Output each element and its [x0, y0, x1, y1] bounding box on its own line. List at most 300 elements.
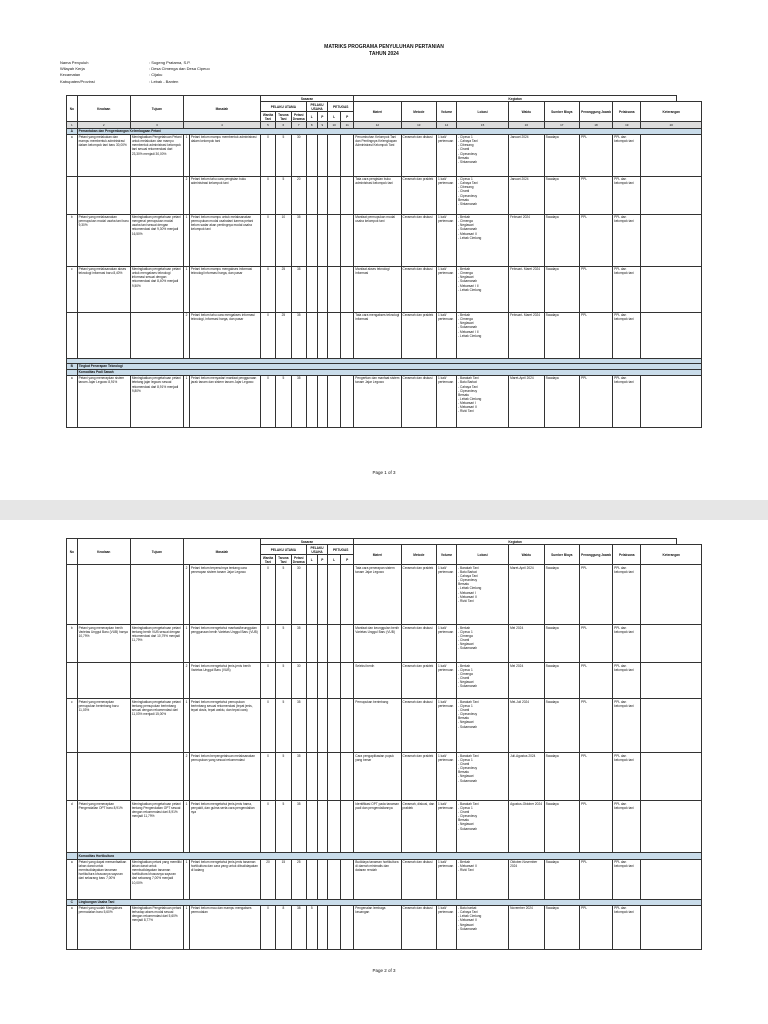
- lokasi-item: - Sukamanah: [458, 684, 478, 689]
- header-keadaan: Keadaan: [77, 539, 130, 565]
- materi-cell: Pengertian dan manfaat sistem tanam Jajar Legowo: [354, 375, 401, 427]
- lokasi-item: - Ciranti: [458, 762, 470, 767]
- keterangan-cell: [641, 905, 702, 949]
- sumber-biaya-cell: Swadaya: [544, 905, 579, 949]
- keadaan-cell: [77, 565, 130, 625]
- waktu-cell: Februari 2024: [509, 214, 544, 266]
- volume-cell: 1 kali/ pertemuan: [437, 134, 457, 176]
- row-no: a: [67, 859, 78, 899]
- pelaksana-cell: PPL dan kelompok tani: [613, 214, 641, 266]
- lokasi-item: - Cipeundeuy: [458, 388, 478, 393]
- tujuan-cell: Meningkatkan pengetahuan petani tetntang jajar legowo sesuai rekomendasi dari 8,91% menjadi 9,80%: [130, 375, 183, 427]
- column-number: 16: [509, 122, 544, 128]
- tujuan-cell: Meningkatkan pengetahuan petani mengenai pemupukan modal usaha tani sesuai dengan rekomendasi dari 9,30% menjadi 16,50%: [130, 214, 183, 266]
- lokasi-item: - Cimenga: [458, 271, 473, 276]
- petugas-p: [341, 699, 354, 753]
- header-petani-dewasa: Petani Dewasa: [292, 555, 305, 564]
- penanggung-jawab-cell: PPL: [580, 625, 613, 663]
- taruna-tani-count: 25: [276, 312, 291, 358]
- waktu-cell: Januari 2024: [509, 134, 544, 176]
- wanita-tani-count: 20: [260, 859, 275, 899]
- petugas-l: [328, 266, 341, 312]
- lokasi-cell: [457, 214, 509, 266]
- row-no: [67, 753, 78, 801]
- wanita-tani-count: 0: [260, 134, 275, 176]
- keadaan-cell: Petani yang menerapkan sistem tanam Jajar Legowo 8,91%: [77, 375, 130, 427]
- waktu-cell: Januari 2024: [509, 176, 544, 214]
- header-p2: P: [341, 555, 354, 565]
- petugas-l: [328, 859, 341, 899]
- masalah-cell: Petani belum mau dan mampu mengakses permodalan: [189, 905, 260, 949]
- keterangan-cell: [641, 663, 702, 699]
- lokasi-item: - Cipeuo 1: [458, 177, 473, 182]
- lokasi-item: - Barakah Tani: [458, 699, 479, 704]
- header-pelaksana: Pelaksana: [613, 545, 641, 565]
- tujuan-cell: Meningkatkan Pengetahuan petani terhadap akses modal sesuai dengan rekomendasi dari 5,60% menjadi 8,77%: [130, 905, 183, 949]
- volume-cell: 1 kali/ pertemuan: [437, 905, 457, 949]
- masalah-cell: Petani belum mengetahui jenis-jenis hama, penyakit, dan gulma serta cara pengendalian nya: [189, 801, 260, 853]
- taruna-tani-count: 5: [276, 663, 291, 699]
- lokasi-item: - Sukamanah: [458, 778, 478, 783]
- lokasi-item: - Mekarsari I: [458, 590, 476, 595]
- keterangan-cell: [641, 699, 702, 753]
- lokasi-item: - Berkah: [458, 313, 471, 318]
- row-no: a: [67, 375, 78, 427]
- row-no: [67, 663, 78, 699]
- row-no: [67, 565, 78, 625]
- lokasi-item: - Berkah: [458, 625, 471, 630]
- sumber-biaya-cell: Swadaya: [544, 266, 579, 312]
- lokasi-cell: [457, 312, 509, 358]
- lokasi-cell: [457, 663, 509, 699]
- header-petugas: PETUGAS: [328, 102, 354, 112]
- column-number: 15: [457, 122, 509, 128]
- lokasi-cell: [457, 699, 509, 753]
- taruna-tani-count: 10: [276, 214, 291, 266]
- petani-dewasa-count: 35: [291, 753, 306, 801]
- column-number: 5: [260, 122, 275, 128]
- masalah-number: 1: [184, 266, 190, 312]
- pelaku-usaha-p: [317, 753, 328, 801]
- header-pj: Penanggung Jawab: [580, 102, 613, 122]
- header-p1: P: [317, 112, 328, 122]
- lokasi-item: - Cipeundeuy: [458, 766, 478, 771]
- volume-cell: 1 kali/ pertemuan: [437, 565, 457, 625]
- petani-dewasa-count: 38: [291, 905, 306, 949]
- lokasi-item: - Batu Barkat: [458, 380, 477, 385]
- keadaan-cell: Petani yang menerapkan Pengendalian OPT baru 8,91%: [77, 801, 130, 853]
- metode-cell: Ceramah dan diskusi: [401, 859, 436, 899]
- pelaku-usaha-p: [317, 176, 328, 214]
- header-keterangan: Keterangan: [641, 102, 702, 122]
- volume-cell: 1 kali/ pertemuan: [437, 753, 457, 801]
- lokasi-item: - Rizki Tani: [458, 598, 474, 603]
- header-taruna-tani: Taruna Tani: [276, 555, 291, 565]
- petani-dewasa-count: 30: [291, 663, 306, 699]
- row-no: b: [67, 625, 78, 663]
- tujuan-cell: [130, 753, 183, 801]
- wanita-tani-count: 0: [260, 905, 275, 949]
- lokasi-cell: [457, 565, 509, 625]
- header-metode: Metode: [401, 102, 436, 122]
- lokasi-item: - Barakah Tani: [458, 376, 479, 381]
- header-pelaku-utama: PELAKU UTAMA: [260, 545, 306, 555]
- petugas-l: [328, 905, 341, 949]
- pelaku-usaha-l: [306, 266, 317, 312]
- petugas-l: [328, 663, 341, 699]
- lokasi-item: - Cipeuo 1: [458, 704, 473, 709]
- keterangan-cell: [641, 214, 702, 266]
- header-l2: L: [328, 555, 341, 565]
- keterangan-cell: [641, 134, 702, 176]
- lokasi-item: Bersatu: [458, 582, 470, 587]
- lokasi-cell: [457, 266, 509, 312]
- masalah-cell: Petani belum terpenuhnya tentang cara penerapan sistem tanam Jajar Legowo: [189, 565, 260, 625]
- tujuan-cell: Meningkatkan pengetahuan petani tentang pemupukan berimbang sesuai dengan rekomendasi dari 11,03% menjadi 15,00%: [130, 699, 183, 753]
- pelaksana-cell: PPL dan kelompok tani: [613, 625, 641, 663]
- pelaku-usaha-l: [306, 134, 317, 176]
- petani-dewasa-count: 35: [291, 214, 306, 266]
- petugas-p: [341, 375, 354, 427]
- row-no: c: [67, 266, 78, 312]
- lokasi-item: - Cahaya Tani: [458, 181, 478, 186]
- lokasi-item: - Barakah Tani: [458, 753, 479, 758]
- sumber-biaya-cell: Swadaya: [544, 663, 579, 699]
- materi-cell: Manfaat akses teknologi informasi: [354, 266, 401, 312]
- petugas-p: [341, 663, 354, 699]
- lokasi-item: - Sukamanah: [458, 724, 478, 729]
- header-p1: P: [317, 555, 328, 565]
- taruna-tani-count: 5: [276, 176, 291, 214]
- header-l1: L: [306, 112, 317, 122]
- keterangan-cell: [641, 266, 702, 312]
- column-number: 10: [328, 122, 341, 128]
- sumber-biaya-cell: Swadaya: [544, 699, 579, 753]
- row-no: [67, 312, 78, 358]
- lokasi-item: - Sukamanah: [458, 926, 478, 931]
- column-number: 9: [317, 122, 328, 128]
- tujuan-cell: Meningkatkan pengetahuan petani tentang Pengendalian OPT sesuai dengan rekomendasi dari 8,91% menjadi 11,79%: [130, 801, 183, 853]
- volume-cell: 1 kali/ pertemuan: [437, 801, 457, 853]
- pelaku-usaha-p: [317, 801, 328, 853]
- taruna-tani-count: 5: [276, 801, 291, 853]
- keterangan-cell: [641, 801, 702, 853]
- lokasi-item: - Cipeuo 1: [458, 630, 473, 635]
- lokasi-item: - Rizki Tani: [458, 409, 474, 414]
- volume-cell: 1 kali/ pertemuan: [437, 859, 457, 899]
- header-keterangan: Keterangan: [641, 545, 702, 565]
- pelaku-usaha-l: 5: [306, 905, 317, 949]
- petani-dewasa-count: 35: [291, 699, 306, 753]
- masalah-number: 2: [184, 663, 190, 699]
- section-title: Komoditas Padi Sawah: [77, 369, 701, 375]
- volume-cell: 1 kali/ pertemuan: [437, 214, 457, 266]
- tujuan-cell: [130, 663, 183, 699]
- section-title: Pemantaban dan Pengembangan Kelembagaan Petani: [77, 128, 701, 134]
- lokasi-item: Bersatu: [458, 818, 470, 823]
- metode-cell: Ceramah dan diskusi: [401, 375, 436, 427]
- lokasi-item: - Berkah: [458, 860, 471, 865]
- lokasi-item: - Neglasari: [458, 223, 474, 228]
- petugas-l: [328, 176, 341, 214]
- keterangan-cell: [641, 625, 702, 663]
- lokasi-item: - Cahaya Tani: [458, 384, 478, 389]
- pelaksana-cell: PPL dan kelompok tani: [613, 801, 641, 853]
- pelaku-usaha-l: [306, 375, 317, 427]
- table-row: [67, 699, 702, 753]
- penanggung-jawab-cell: PPL: [580, 565, 613, 625]
- pelaku-usaha-p: [317, 266, 328, 312]
- header-petugas: PETUGAS: [328, 545, 354, 555]
- row-no: [67, 176, 78, 214]
- keadaan-cell: [77, 663, 130, 699]
- lokasi-item: Bersatu: [458, 770, 470, 775]
- lokasi-item: - Lebak Cimlung: [458, 235, 482, 240]
- lokasi-cell: [457, 859, 509, 899]
- masalah-cell: Petani belum mampu membentuk administrasi dalam kelompok tani: [189, 134, 260, 176]
- materi-cell: Identifikasi OPT pada tanaman padi dan pengendaliannya: [354, 801, 401, 853]
- column-number: 12: [354, 122, 401, 128]
- lokasi-item: - Berkah: [458, 267, 471, 272]
- lokasi-item: - Rizki Tani: [458, 868, 474, 873]
- petugas-p: [341, 214, 354, 266]
- penanggung-jawab-cell: PPL: [580, 699, 613, 753]
- section-title: Komoditas Hortikultura: [77, 853, 701, 859]
- keadaan-cell: Petani yang menerapkan pemupukan berimbang baru 11,03%: [77, 699, 130, 753]
- keterangan-cell: [641, 375, 702, 427]
- metode-cell: Ceramah, diskusi, dan praktek: [401, 801, 436, 853]
- pelaksana-cell: PPL dan kelompok tani: [613, 699, 641, 753]
- wanita-tani-count: 0: [260, 266, 275, 312]
- table-row: [67, 753, 702, 801]
- pelaksana-cell: PPL dan kelompok tani: [613, 905, 641, 949]
- keterangan-cell: [641, 565, 702, 625]
- header-masalah: Masalah: [184, 539, 261, 565]
- header-p2: P: [341, 112, 354, 122]
- header-pelaku-usaha: PELAKU USAHA: [306, 102, 327, 112]
- pelaksana-cell: PPL dan kelompok tani: [613, 375, 641, 427]
- waktu-cell: Juli-Agustus 2024: [509, 753, 544, 801]
- penanggung-jawab-cell: PPL: [580, 134, 613, 176]
- header-pelaku-utama: PELAKU UTAMA: [260, 102, 306, 112]
- masalah-cell: Petani belum berpengetahuan melaksanakan pemupukan yang sesuai rekomendasi: [189, 753, 260, 801]
- keadaan-cell: [77, 753, 130, 801]
- pelaku-usaha-p: [317, 625, 328, 663]
- sumber-biaya-cell: Swadaya: [544, 214, 579, 266]
- volume-cell: 1 kali/ pertemuan: [437, 266, 457, 312]
- penanggung-jawab-cell: PPL: [580, 801, 613, 853]
- lokasi-item: - Cahaya Tani: [458, 574, 478, 579]
- sumber-biaya-cell: Swadaya: [544, 859, 579, 899]
- row-no: b: [67, 214, 78, 266]
- sumber-biaya-cell: Swadaya: [544, 176, 579, 214]
- table-row: [67, 266, 702, 312]
- taruna-tani-count: 5: [276, 753, 291, 801]
- lokasi-item: - Neglasari: [458, 321, 474, 326]
- petugas-p: [341, 801, 354, 853]
- wanita-tani-count: 0: [260, 214, 275, 266]
- wanita-tani-count: 0: [260, 663, 275, 699]
- taruna-tani-count: 5: [276, 699, 291, 753]
- lokasi-item: - Cibesang: [458, 143, 474, 148]
- keadaan-cell: Petani yang menerapkan benih Varietas Unggul Baru (VUB) hanya 10,79%: [77, 625, 130, 663]
- lokasi-item: - Cipeuo 1: [458, 806, 473, 811]
- metode-cell: Ceramah dan diskusi: [401, 214, 436, 266]
- materi-cell: Tata cara pengisian buku administrasi kelompok tani: [354, 176, 401, 214]
- masalah-cell: Petani belum tahu cara mengakses informasi teknologi, informasi harga, dan pasar: [189, 312, 260, 358]
- keadaan-cell: Petani yang melaksanakan permupukan modal usaha tani baru 9,30%: [77, 214, 130, 266]
- lokasi-item: - Sukamanah: [458, 826, 478, 831]
- wanita-tani-count: 0: [260, 699, 275, 753]
- header-metode: Metode: [401, 545, 436, 565]
- lokasi-cell: [457, 753, 509, 801]
- lokasi-item: - Cahaya Tani: [458, 910, 478, 915]
- lokasi-item: Bersatu: [458, 155, 470, 160]
- petugas-l: [328, 214, 341, 266]
- materi-cell: Budidaya tanaman hortikultura di daerah minimalis dan dataran rendah: [354, 859, 401, 899]
- petani-dewasa-count: 30: [291, 134, 306, 176]
- lokasi-item: Bersatu: [458, 392, 470, 397]
- masalah-cell: Petani belum menyadari manfaat penggunaan jarak tanam dan sistem tanam Jajar Legowo: [189, 375, 260, 427]
- masalah-number: 1: [184, 214, 190, 266]
- tujuan-cell: [130, 176, 183, 214]
- table-row: [67, 663, 702, 699]
- column-number: 4: [184, 122, 261, 128]
- lokasi-item: - Neglasari: [458, 720, 474, 725]
- masalah-cell: Petani belum mengetahui manfaat/keunggulan penggunaan benih Varietas Unggul Baru (VUB): [189, 625, 260, 663]
- masalah-number: 1: [184, 699, 190, 753]
- header-l1: L: [306, 555, 317, 565]
- keterangan-cell: [641, 176, 702, 214]
- petugas-l: [328, 699, 341, 753]
- header-pelaksana: Pelaksana: [613, 102, 641, 122]
- keadaan-cell: [77, 312, 130, 358]
- pelaksana-cell: PPL dan kelompok tani: [613, 134, 641, 176]
- petugas-p: [341, 753, 354, 801]
- keadaan-cell: Petani yang melaksanakan akses teknologi informasi baru 8,40%: [77, 266, 130, 312]
- penanggung-jawab-cell: PPL: [580, 312, 613, 358]
- masalah-cell: Petani belum mengetahui pemupukan berimbang sesuai rekomendasi (tepat jenis, tepat dosis, tepat waktu, dan tepat cara): [189, 699, 260, 753]
- waktu-cell: Maret-April 2024: [509, 375, 544, 427]
- header-kegiatan: Kegiatan: [354, 539, 677, 545]
- lokasi-item: - Sirkamanah: [458, 159, 478, 164]
- header-materi: Materi: [354, 545, 401, 565]
- lokasi-item: - Berkah: [458, 663, 471, 668]
- column-number: 11: [341, 122, 354, 128]
- wanita-tani-count: 0: [260, 375, 275, 427]
- taruna-tani-count: 5: [276, 375, 291, 427]
- table-row: [67, 312, 702, 358]
- pelaksana-cell: PPL dan kelompok tani: [613, 266, 641, 312]
- materi-cell: Tata cara penerapan sistem tanam Jajar Legowo: [354, 565, 401, 625]
- pelaksana-cell: PPL dan kelompok tani: [613, 176, 641, 214]
- masalah-number: 1: [184, 134, 190, 176]
- header-masalah: Masalah: [184, 96, 261, 122]
- petugas-p: [341, 905, 354, 949]
- table-row: [67, 859, 702, 899]
- petugas-p: [341, 625, 354, 663]
- waktu-cell: Maret-April 2024: [509, 565, 544, 625]
- header-sumber-biaya: Sumber Biaya: [544, 545, 579, 565]
- lokasi-item: - Ciranti: [458, 810, 470, 815]
- row-no: a: [67, 905, 78, 949]
- pelaku-usaha-p: [317, 134, 328, 176]
- header-lokasi: Lokasi: [457, 545, 509, 565]
- lokasi-cell: [457, 176, 509, 214]
- column-number: 8: [306, 122, 317, 128]
- table-row: [67, 176, 702, 214]
- petugas-l: [328, 801, 341, 853]
- petugas-p: [341, 312, 354, 358]
- lokasi-item: - Neglasari: [458, 822, 474, 827]
- identity-info: Nama Penyuluh : Sugeng Pratama, S.P. Wilayah Kerja : Desa Cimenga dan Desa Cipeuo Kecamatan : Cijaku Kabupaten/Provinsi : Lebak - Banten: [60, 60, 210, 84]
- lokasi-item: - Cimenga: [458, 317, 473, 322]
- table-row: [67, 214, 702, 266]
- tujuan-cell: Meningkatkan pengetahuan petani untuk mengakses teknologi informasi sesuai dengan rekomendasi dari 8,40% menjadi 9,50%: [130, 266, 183, 312]
- penanggung-jawab-cell: PPL: [580, 375, 613, 427]
- header-waktu: Waktu: [509, 102, 544, 122]
- masalah-cell: Petani belum mengetahui jenis-jenis tanaman hortikultura dan cara yang untuk dibudidayakan di ladang: [189, 859, 260, 899]
- header-waktu: Waktu: [509, 545, 544, 565]
- volume-cell: 1 kali/ pertemuan: [437, 663, 457, 699]
- petugas-p: [341, 134, 354, 176]
- sumber-biaya-cell: Swadaya: [544, 801, 579, 853]
- penanggung-jawab-cell: PPL: [580, 214, 613, 266]
- metode-cell: Ceramah dan diskusi: [401, 625, 436, 663]
- lokasi-item: - Lebak Cimlung: [458, 333, 482, 338]
- pelaku-usaha-l: [306, 753, 317, 801]
- sumber-biaya-cell: Swadaya: [544, 753, 579, 801]
- table-row: [67, 905, 702, 949]
- masalah-number: 1: [184, 905, 190, 949]
- sumber-biaya-cell: Swadaya: [544, 312, 579, 358]
- lokasi-item: - Sirkamanah: [458, 201, 478, 206]
- materi-cell: Pemupukan berimbang: [354, 699, 401, 753]
- wanita-tani-count: 0: [260, 312, 275, 358]
- lokasi-item: - Cipeuo 1: [458, 668, 473, 673]
- metode-cell: Ceramah dan praktek: [401, 565, 436, 625]
- materi-cell: Seleksi benih: [354, 663, 401, 699]
- materi-cell: Pengenalan lembaga keuangan: [354, 905, 401, 949]
- pelaksana-cell: PPL dan kelompok tani: [613, 753, 641, 801]
- lokasi-item: - Neglasari: [458, 774, 474, 779]
- column-number: 13: [401, 122, 436, 128]
- header-sasaran: Sasaran: [260, 96, 353, 102]
- pelaku-usaha-p: [317, 565, 328, 625]
- pelaksana-cell: PPL dan kelompok tani: [613, 663, 641, 699]
- column-number: 17: [544, 122, 579, 128]
- header-keadaan: Keadaan: [77, 96, 130, 122]
- lokasi-item: - Lebak Cimlung: [458, 586, 482, 591]
- page-1: [0, 0, 768, 500]
- lokasi-item: - Mekarsari II: [458, 231, 477, 236]
- keterangan-cell: [641, 312, 702, 358]
- lokasi-item: - Cipeundeuy: [458, 814, 478, 819]
- header-taruna-tani: Taruna Tani: [276, 112, 291, 122]
- table-row: [67, 801, 702, 853]
- header-pj: Penanggung Jawab: [580, 545, 613, 565]
- waktu-cell: Februari- Maret 2024: [509, 266, 544, 312]
- row-no: a: [67, 134, 78, 176]
- petugas-l: [328, 625, 341, 663]
- header-tujuan: Tujuan: [130, 96, 183, 122]
- taruna-tani-count: 15: [276, 859, 291, 899]
- header-wanita-tani: Wanita Tani: [260, 112, 275, 122]
- keadaan-cell: Petani yang dapat memanfaatkan lahan darat untuk membudidayakan tanaman hortikultura khususnya sayuran dari sekarang baru 7,00%: [77, 859, 130, 899]
- waktu-cell: Mei-Juli 2024: [509, 699, 544, 753]
- masalah-number: 2: [184, 176, 190, 214]
- section-title: Lingkungan Usaha Tani: [77, 899, 701, 905]
